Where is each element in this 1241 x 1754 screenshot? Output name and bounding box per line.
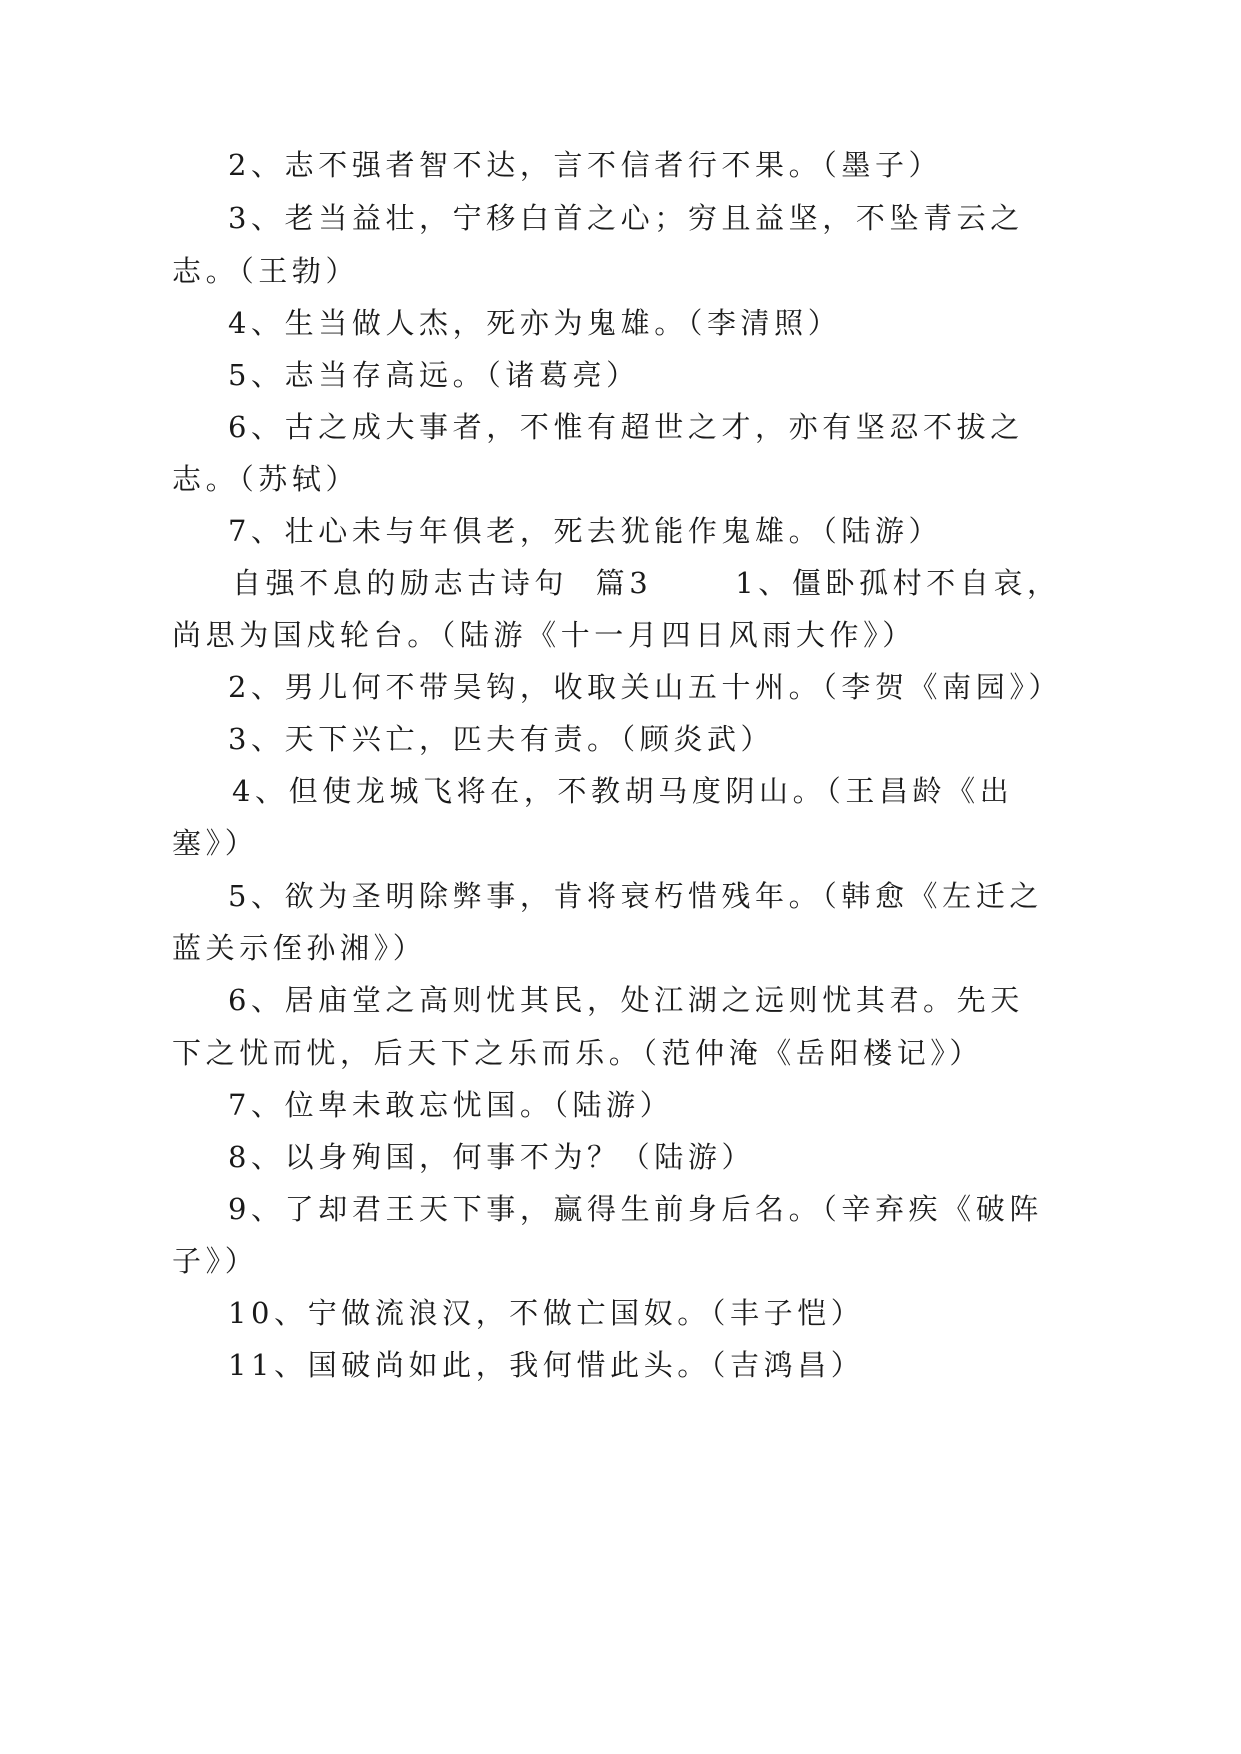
text-line: 4、但使龙城飞将在，不教胡马度阴山。（王昌龄《出 [232,774,1014,808]
text-line: 4、生当做人杰，死亦为鬼雄。（李清照） [228,306,842,340]
text-line: 3、天下兴亡，匹夫有责。（顾炎武） [228,722,775,756]
text-line: 5、志当存高远。（诸葛亮） [228,358,640,392]
text-line: 10、宁做流浪汉，不做亡国奴。（丰子恺） [228,1296,865,1330]
text-line: 志。（王勃） [172,254,360,288]
text-line: 7、位卑未敢忘忧国。（陆游） [228,1088,674,1122]
text-line: 5、欲为圣明除弊事，肯将衰朽惜残年。（韩愈《左迁之 [228,879,1043,913]
text-line: 8、以身殉国，何事不为？（陆游） [228,1140,756,1174]
text-line: 2、志不强者智不达，言不信者行不果。（墨子） [228,148,943,182]
text-line: 志。（苏轼） [172,462,360,496]
text-line: 3、老当益壮，宁移白首之心；穷且益坚，不坠青云之 [228,201,1024,235]
text-line: 蓝关示侄孙湘》） [172,931,427,965]
text-line: 塞》） [172,826,259,860]
text-line: 9、了却君王天下事，赢得生前身后名。（辛弃疾《破阵 [228,1192,1043,1226]
text-line: 下之忧而忧，后天下之乐而乐。（范仲淹《岳阳楼记》） [172,1036,984,1070]
text-line: 7、壮心未与年俱老，死去犹能作鬼雄。（陆游） [228,514,943,548]
text-line: 11、国破尚如此，我何惜此头。（吉鸿昌） [228,1348,865,1382]
text-line: 2、男儿何不带吴钩，收取关山五十州。（李贺《南园》） [228,670,1063,704]
text-line: 6、居庙堂之高则忧其民，处江湖之远则忧其君。先天 [228,983,1024,1017]
text-line: 子》） [172,1244,259,1278]
text-line: 尚思为国戍轮台。（陆游《十一月四日风雨大作》） [172,618,916,652]
text-line: 6、古之成大事者，不惟有超世之才，亦有坚忍不拔之 [228,410,1024,444]
section-heading-line: 自强不息的励志古诗句 篇3 1、僵卧孤村不自哀， [232,566,1061,600]
